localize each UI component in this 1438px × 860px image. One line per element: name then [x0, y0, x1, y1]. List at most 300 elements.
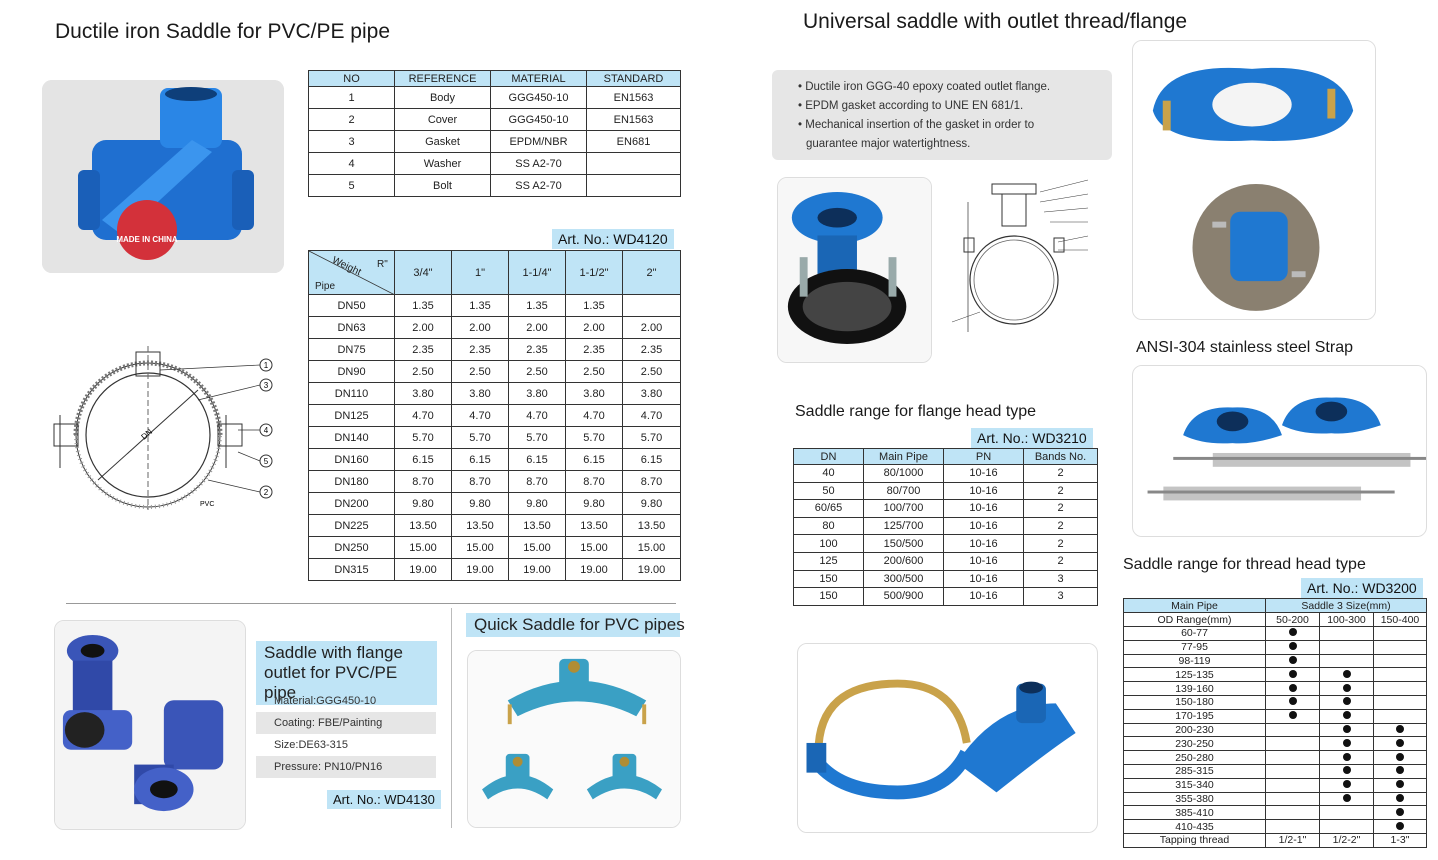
table-cell: 3.80 — [395, 383, 452, 405]
table-cell: 2.00 — [395, 317, 452, 339]
table-cell: SS A2-70 — [491, 175, 587, 197]
table-cell: 300/500 — [864, 570, 944, 588]
table-cell: EPDM/NBR — [491, 131, 587, 153]
prop-material: Material:GGG450-10 — [274, 695, 377, 707]
table-cell: SS A2-70 — [491, 153, 587, 175]
tapping-150-400: 1-3" — [1374, 833, 1427, 847]
table-cell: Bolt — [395, 175, 491, 197]
corner-weight-label: Weight — [330, 254, 363, 279]
universal-saddle-photo — [777, 177, 932, 363]
fit-mark-cell — [1266, 695, 1320, 709]
table-row — [1124, 709, 1427, 723]
table-cell: 2.50 — [452, 361, 509, 383]
fit-dot-icon — [1289, 670, 1297, 678]
table-cell: 5.70 — [566, 427, 623, 449]
fit-dot-icon — [1343, 753, 1351, 761]
fit-mark-cell — [1320, 668, 1374, 682]
table-cell: 3.80 — [566, 383, 623, 405]
table-cell: 8.70 — [623, 471, 681, 493]
fit-dot-icon — [1289, 628, 1297, 636]
table-row — [794, 552, 1098, 570]
table-cell: 4.70 — [395, 405, 452, 427]
od-range-cell: 77-95 — [1124, 640, 1266, 654]
fit-mark-cell — [1320, 778, 1374, 792]
universal-saddle-drawing — [940, 172, 1100, 342]
table-cell: 2.50 — [623, 361, 681, 383]
table-cell: 8.70 — [452, 471, 509, 493]
feature-item-1: • Ductile iron GGG-40 epoxy coated outlet flange. — [798, 81, 1051, 93]
table-cell: 1.35 — [452, 295, 509, 317]
fit-dot-icon — [1343, 711, 1351, 719]
fit-mark-cell — [1374, 806, 1427, 820]
od-range-cell: 98-119 — [1124, 654, 1266, 668]
flange-outlet-props — [256, 690, 438, 782]
table-row — [309, 109, 681, 131]
table-cell: 6.15 — [452, 449, 509, 471]
feature-item-2: • EPDM gasket according to UNE EN 681/1. — [798, 100, 1024, 112]
tapping-thread-label: Tapping thread — [1124, 833, 1266, 847]
table-row — [1124, 764, 1427, 778]
fit-dot-icon — [1343, 684, 1351, 692]
table-cell: 100/700 — [864, 500, 944, 518]
table-cell: 2 — [1024, 500, 1098, 518]
table-cell: 9.80 — [452, 493, 509, 515]
table-cell: DN110 — [309, 383, 395, 405]
col-size-3-4: 3/4" — [395, 251, 452, 295]
callout-4: 4 — [263, 426, 269, 435]
col-material: MATERIAL — [491, 71, 587, 87]
table-cell: GGG450-10 — [491, 109, 587, 131]
tapping-50-200: 1/2-1" — [1266, 833, 1320, 847]
table-row — [309, 317, 681, 339]
table-cell: 1 — [309, 87, 395, 109]
thread-range-table — [1123, 598, 1427, 848]
table-row — [794, 517, 1098, 535]
table-cell: 10-16 — [944, 570, 1024, 588]
od-range-cell: 285-315 — [1124, 764, 1266, 778]
prop-coating: Coating: FBE/Painting — [256, 712, 436, 734]
table-cell: DN250 — [309, 537, 395, 559]
table-row — [309, 559, 681, 581]
fit-mark-cell — [1374, 764, 1427, 778]
table-cell: 4.70 — [566, 405, 623, 427]
table-row — [1124, 737, 1427, 751]
col-no: NO — [309, 71, 395, 87]
table-cell: 13.50 — [452, 515, 509, 537]
fit-mark-cell — [1320, 751, 1374, 765]
table-cell: 8.70 — [509, 471, 566, 493]
table-row — [309, 515, 681, 537]
od-range-cell: 200-230 — [1124, 723, 1266, 737]
fit-mark-cell — [1320, 792, 1374, 806]
table-row — [309, 175, 681, 197]
table-cell: 500/900 — [864, 588, 944, 606]
table-cell: 19.00 — [566, 559, 623, 581]
table-cell: 10-16 — [944, 465, 1024, 483]
table-cell: DN140 — [309, 427, 395, 449]
fit-mark-cell — [1374, 751, 1427, 765]
fit-mark-cell — [1266, 709, 1320, 723]
table-cell: 5 — [309, 175, 395, 197]
fit-mark-cell — [1374, 709, 1427, 723]
table-cell: 10-16 — [944, 517, 1024, 535]
table-cell: 3 — [1024, 588, 1098, 606]
table-cell: DN125 — [309, 405, 395, 427]
fit-dot-icon — [1343, 766, 1351, 774]
fit-mark-cell — [1374, 682, 1427, 696]
table-cell: 125 — [794, 552, 864, 570]
art-no-wd4130: Art. No.: WD4130 — [327, 790, 441, 809]
table-cell: 80/1000 — [864, 465, 944, 483]
table-cell: DN315 — [309, 559, 395, 581]
corner-pipe-label: Pipe — [315, 281, 336, 292]
flange-outlet-photo — [54, 620, 246, 830]
right-page-title: Universal saddle with outlet thread/flange — [803, 10, 1188, 33]
fit-mark-cell — [1266, 778, 1320, 792]
table-cell: 9.80 — [509, 493, 566, 515]
table-cell: 5.70 — [509, 427, 566, 449]
fit-dot-icon — [1343, 794, 1351, 802]
table-cell: 2 — [309, 109, 395, 131]
table-cell: 15.00 — [509, 537, 566, 559]
fit-mark-cell — [1374, 723, 1427, 737]
table-row — [309, 383, 681, 405]
table-cell: 5.70 — [623, 427, 681, 449]
table-cell: 15.00 — [452, 537, 509, 559]
corner-r-label: R" — [377, 259, 388, 270]
table-cell: EN1563 — [587, 87, 681, 109]
table-cell: 2.50 — [509, 361, 566, 383]
table-cell: 150/500 — [864, 535, 944, 553]
table-cell: 2.00 — [452, 317, 509, 339]
features-panel — [772, 70, 1112, 160]
col-pn: PN — [944, 449, 1024, 465]
table-cell: 6.15 — [623, 449, 681, 471]
saddle-product-photo — [42, 80, 284, 273]
fit-mark-cell — [1320, 627, 1374, 641]
col-saddle-size: Saddle 3 Size(mm) — [1266, 599, 1427, 613]
table-cell: EN1563 — [587, 109, 681, 131]
table-cell: 9.80 — [566, 493, 623, 515]
table-cell: 2 — [1024, 535, 1098, 553]
fit-mark-cell — [1374, 668, 1427, 682]
parts-table — [308, 70, 681, 197]
table-cell: 40 — [794, 465, 864, 483]
fit-mark-cell — [1320, 723, 1374, 737]
tapping-100-300: 1/2-2" — [1320, 833, 1374, 847]
table-cell: 6.15 — [566, 449, 623, 471]
table-row — [1124, 778, 1427, 792]
table-row — [794, 588, 1098, 606]
table-row — [1124, 723, 1427, 737]
table-row — [309, 405, 681, 427]
fit-dot-icon — [1343, 780, 1351, 788]
od-range-cell: 60-77 — [1124, 627, 1266, 641]
table-cell: 4 — [309, 153, 395, 175]
fit-mark-cell — [1374, 820, 1427, 834]
table-cell: EN681 — [587, 131, 681, 153]
table-cell: DN225 — [309, 515, 395, 537]
od-range-cell: 230-250 — [1124, 737, 1266, 751]
table-cell: DN200 — [309, 493, 395, 515]
od-range-cell: 139-160 — [1124, 682, 1266, 696]
fit-mark-cell — [1266, 654, 1320, 668]
col-bands-no: Bands No. — [1024, 449, 1098, 465]
table-cell: Washer — [395, 153, 491, 175]
table-row — [309, 295, 681, 317]
table-cell: 150 — [794, 570, 864, 588]
table-cell: 3 — [309, 131, 395, 153]
table-cell — [587, 175, 681, 197]
fit-mark-cell — [1374, 640, 1427, 654]
table-row — [1124, 627, 1427, 641]
fit-dot-icon — [1396, 780, 1404, 788]
art-no-wd3210: Art. No.: WD3210 — [971, 428, 1093, 448]
table-row — [309, 449, 681, 471]
table-cell: 3.80 — [623, 383, 681, 405]
table-cell: 5.70 — [395, 427, 452, 449]
table-row — [794, 465, 1098, 483]
table-cell: 2.35 — [395, 339, 452, 361]
left-page-title: Ductile iron Saddle for PVC/PE pipe — [55, 20, 391, 43]
table-cell: 100 — [794, 535, 864, 553]
fit-mark-cell — [1266, 627, 1320, 641]
table-cell: 19.00 — [509, 559, 566, 581]
fit-dot-icon — [1396, 753, 1404, 761]
table-cell: 4.70 — [623, 405, 681, 427]
thread-range-title: Saddle range for thread head type — [1123, 556, 1366, 573]
flange-range-table — [793, 448, 1098, 606]
table-cell: 19.00 — [452, 559, 509, 581]
flange-range-title: Saddle range for flange head type — [795, 403, 1037, 420]
table-cell: 80 — [794, 517, 864, 535]
table-row — [794, 535, 1098, 553]
table-cell: 150 — [794, 588, 864, 606]
table-cell: 2.50 — [395, 361, 452, 383]
table-cell: DN63 — [309, 317, 395, 339]
prop-size: Size:DE63-315 — [274, 739, 348, 751]
table-cell: DN75 — [309, 339, 395, 361]
table-cell: DN90 — [309, 361, 395, 383]
table-row — [1124, 654, 1427, 668]
table-cell: 10-16 — [944, 500, 1024, 518]
table-cell: 2.00 — [623, 317, 681, 339]
table-cell: 8.70 — [395, 471, 452, 493]
table-row — [309, 153, 681, 175]
table-cell: 15.00 — [395, 537, 452, 559]
feature-item-4: guarantee major watertightness. — [806, 138, 971, 150]
table-row — [309, 131, 681, 153]
fit-mark-cell — [1320, 709, 1374, 723]
table-cell: 1.35 — [509, 295, 566, 317]
table-cell: DN160 — [309, 449, 395, 471]
table-row — [1124, 695, 1427, 709]
table-row — [309, 471, 681, 493]
table-cell: 2 — [1024, 552, 1098, 570]
callout-1: 1 — [263, 361, 269, 370]
table-cell: 9.80 — [395, 493, 452, 515]
fit-dot-icon — [1343, 670, 1351, 678]
table-row — [309, 339, 681, 361]
fit-dot-icon — [1289, 642, 1297, 650]
table-cell: DN180 — [309, 471, 395, 493]
fit-mark-cell — [1374, 737, 1427, 751]
table-row — [1124, 751, 1427, 765]
table-cell: 125/700 — [864, 517, 944, 535]
table-cell: 10-16 — [944, 588, 1024, 606]
table-cell: 2 — [1024, 482, 1098, 500]
fit-mark-cell — [1266, 751, 1320, 765]
fit-dot-icon — [1343, 725, 1351, 733]
table-cell: 19.00 — [623, 559, 681, 581]
fit-dot-icon — [1289, 711, 1297, 719]
made-in-china-badge: MADE IN CHINA — [116, 235, 178, 244]
quick-saddle-title: Quick Saddle for PVC pipes — [466, 613, 680, 637]
table-cell: Gasket — [395, 131, 491, 153]
od-range-cell: 410-435 — [1124, 820, 1266, 834]
table-cell: 3.80 — [452, 383, 509, 405]
fit-mark-cell — [1266, 723, 1320, 737]
col-size-2: 2" — [623, 251, 681, 295]
fit-dot-icon — [1289, 656, 1297, 664]
fit-mark-cell — [1374, 627, 1427, 641]
col-standard: STANDARD — [587, 71, 681, 87]
table-row — [1124, 668, 1427, 682]
col-od-range: OD Range(mm) — [1124, 613, 1266, 627]
table-row — [309, 427, 681, 449]
fit-dot-icon — [1396, 794, 1404, 802]
table-cell: 2.00 — [509, 317, 566, 339]
od-range-cell: 250-280 — [1124, 751, 1266, 765]
fit-mark-cell — [1320, 764, 1374, 778]
universal-saddle-detail-photo — [1132, 40, 1376, 320]
fit-mark-cell — [1320, 640, 1374, 654]
drawing-dn-label: DN — [139, 427, 155, 442]
fit-mark-cell — [1320, 682, 1374, 696]
fit-mark-cell — [1374, 654, 1427, 668]
od-range-cell: 150-180 — [1124, 695, 1266, 709]
fit-dot-icon — [1396, 725, 1404, 733]
table-cell: GGG450-10 — [491, 87, 587, 109]
col-size-50-200: 50-200 — [1266, 613, 1320, 627]
col-size-1-1-2: 1-1/2" — [566, 251, 623, 295]
fit-mark-cell — [1320, 695, 1374, 709]
col-dn: DN — [794, 449, 864, 465]
fit-mark-cell — [1374, 695, 1427, 709]
table-cell: 1.35 — [566, 295, 623, 317]
table-row — [1124, 806, 1427, 820]
table-row — [309, 493, 681, 515]
table-cell: 50 — [794, 482, 864, 500]
table-row — [309, 87, 681, 109]
fit-mark-cell — [1266, 806, 1320, 820]
table-cell: 13.50 — [509, 515, 566, 537]
weight-table — [308, 250, 681, 581]
od-range-cell: 385-410 — [1124, 806, 1266, 820]
table-row — [1124, 640, 1427, 654]
stainless-strap-photo — [1132, 365, 1427, 537]
table-cell: 80/700 — [864, 482, 944, 500]
table-cell: 200/600 — [864, 552, 944, 570]
fit-mark-cell — [1266, 792, 1320, 806]
table-cell: 15.00 — [623, 537, 681, 559]
fit-mark-cell — [1266, 737, 1320, 751]
column-divider — [451, 608, 452, 828]
table-cell: 2.50 — [566, 361, 623, 383]
table-cell: 60/65 — [794, 500, 864, 518]
fit-dot-icon — [1343, 697, 1351, 705]
table-cell: 6.15 — [509, 449, 566, 471]
fit-mark-cell — [1266, 668, 1320, 682]
fit-dot-icon — [1396, 822, 1404, 830]
fit-mark-cell — [1374, 792, 1427, 806]
fit-mark-cell — [1320, 806, 1374, 820]
table-row — [1124, 792, 1427, 806]
table-cell — [587, 153, 681, 175]
table-cell: 8.70 — [566, 471, 623, 493]
table-cell: 2.35 — [509, 339, 566, 361]
feature-item-3: • Mechanical insertion of the gasket in order to — [798, 119, 1035, 131]
col-reference: REFERENCE — [395, 71, 491, 87]
section-divider — [66, 603, 676, 604]
table-cell: 6.15 — [395, 449, 452, 471]
table-cell: 2 — [1024, 465, 1098, 483]
table-cell: 10-16 — [944, 535, 1024, 553]
table-cell — [623, 295, 681, 317]
fit-dot-icon — [1396, 739, 1404, 747]
table-row — [309, 361, 681, 383]
table-cell: Body — [395, 87, 491, 109]
table-cell: DN50 — [309, 295, 395, 317]
fit-mark-cell — [1320, 820, 1374, 834]
col-size-1: 1" — [452, 251, 509, 295]
callout-2: 2 — [263, 488, 269, 497]
art-no-wd3200: Art. No.: WD3200 — [1301, 578, 1423, 598]
table-row — [309, 537, 681, 559]
table-cell: 10-16 — [944, 552, 1024, 570]
od-range-cell: 355-380 — [1124, 792, 1266, 806]
fit-dot-icon — [1289, 697, 1297, 705]
od-range-cell: 125-135 — [1124, 668, 1266, 682]
fit-mark-cell — [1266, 820, 1320, 834]
table-row — [794, 482, 1098, 500]
table-cell: 13.50 — [623, 515, 681, 537]
table-cell: 19.00 — [395, 559, 452, 581]
table-cell: 3.80 — [509, 383, 566, 405]
od-range-cell: 170-195 — [1124, 709, 1266, 723]
drawing-pvc-label: PVC — [200, 501, 215, 508]
weight-corner-cell — [309, 251, 395, 295]
table-cell: 13.50 — [395, 515, 452, 537]
callout-3: 3 — [263, 381, 269, 390]
col-size-100-300: 100-300 — [1320, 613, 1374, 627]
fit-mark-cell — [1320, 654, 1374, 668]
table-row — [794, 570, 1098, 588]
fit-dot-icon — [1396, 808, 1404, 816]
table-cell: 3 — [1024, 570, 1098, 588]
col-main-pipe: Main Pipe — [1124, 599, 1266, 613]
table-row — [794, 500, 1098, 518]
table-cell: 2.00 — [566, 317, 623, 339]
fit-dot-icon — [1289, 684, 1297, 692]
callout-5: 5 — [263, 457, 269, 466]
table-cell: 15.00 — [566, 537, 623, 559]
saddle-technical-drawing — [48, 340, 284, 520]
prop-pressure: Pressure: PN10/PN16 — [256, 756, 436, 778]
table-cell: 2.35 — [623, 339, 681, 361]
od-range-cell: 315-340 — [1124, 778, 1266, 792]
col-size-150-400: 150-400 — [1374, 613, 1427, 627]
